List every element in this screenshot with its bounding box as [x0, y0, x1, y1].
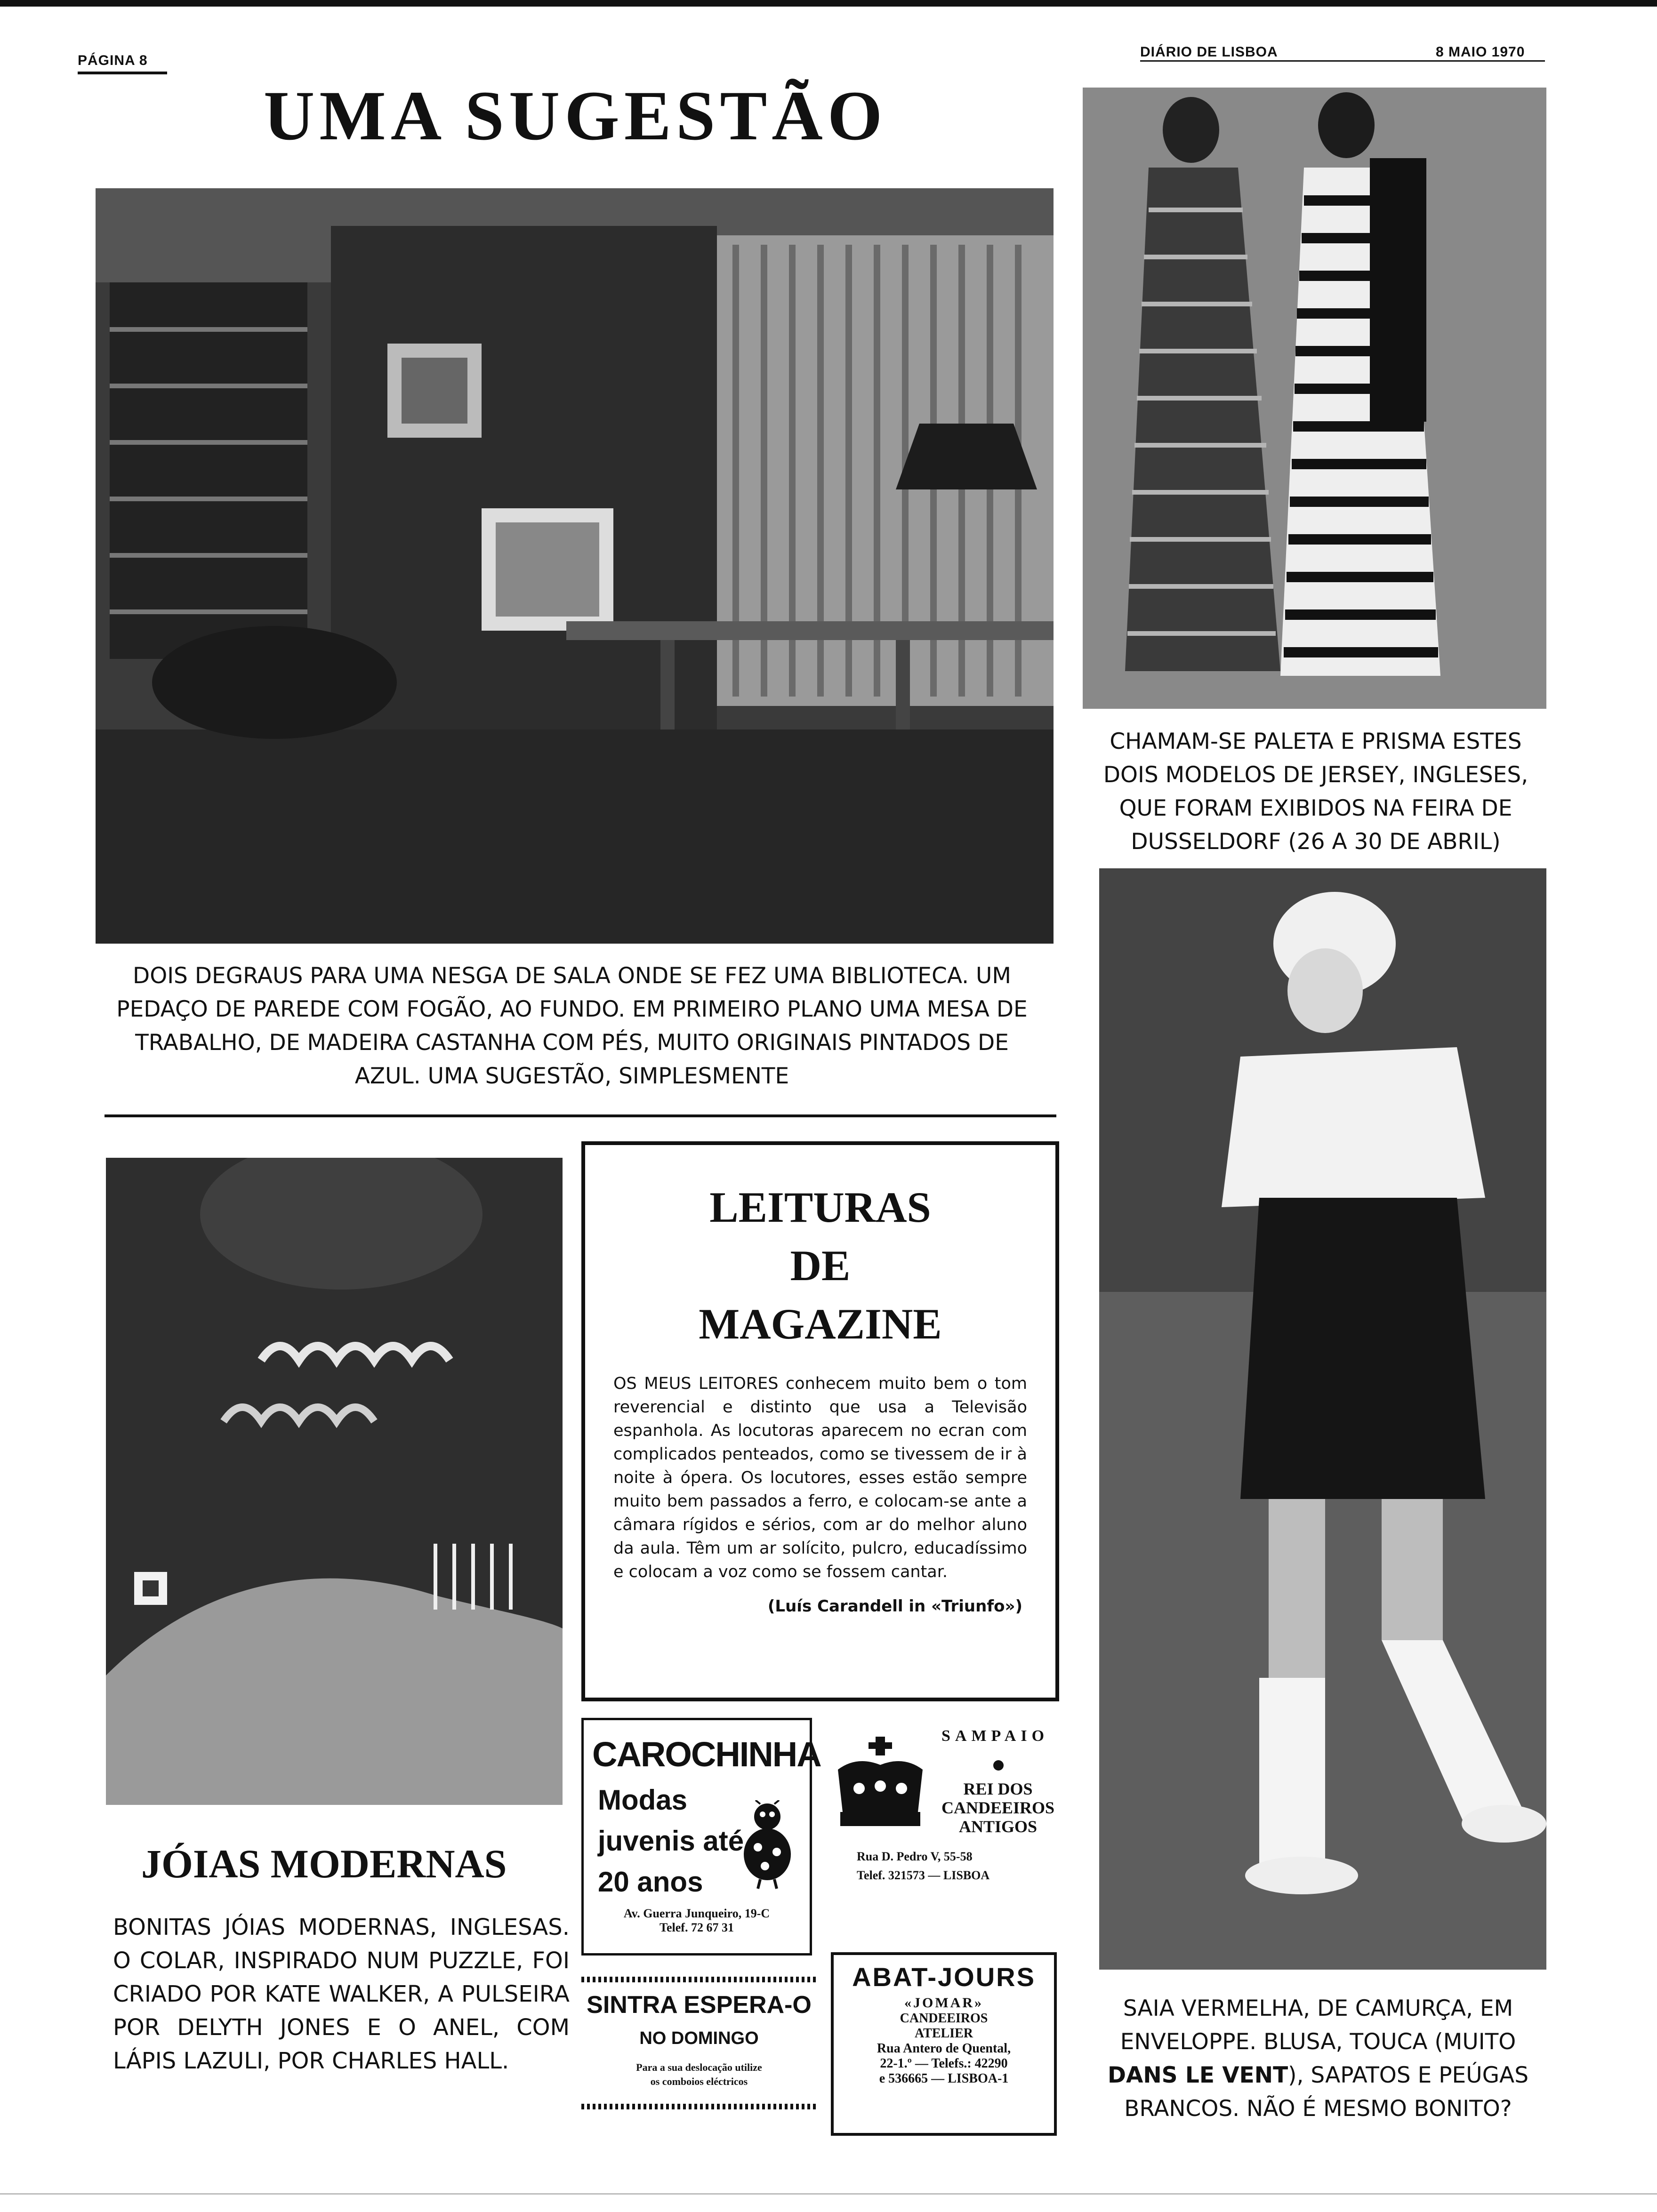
leituras-title: LEITURAS DE MAGAZINE: [699, 1183, 942, 1348]
page-headline: UMA SUGESTÃO: [264, 77, 887, 155]
sintra-bottom-border: [581, 2104, 817, 2109]
sampaio-name: SAMPAIO: [941, 1727, 1049, 1745]
jewellery-text: BONITAS JÓIAS MODERNAS, INGLESAS. O COLAR, INSPIRADO NUM PUZZLE, FOI CRIADO POR KATE WALKER, A PULSEIRA POR DELYTH JONES E O ANEL, COM LÁPIS LAZULI, POR CHARLES HALL.: [113, 1914, 570, 2074]
living-room-photo: [96, 188, 1054, 944]
issue-date: 8 MAIO 1970: [1436, 44, 1525, 60]
sintra-line-2: os comboios eléctricos: [650, 2076, 748, 2087]
suede-skirt-photo: [1099, 868, 1546, 1970]
sintra-line-1: Para a sua deslocação utilize: [636, 2061, 762, 2073]
jewellery-heading: JÓIAS MODERNAS: [141, 1841, 507, 1886]
abat-jours-brand: «JOMAR»: [904, 1995, 983, 2011]
jewellery-photo: [106, 1158, 563, 1805]
skirt-caption-emphasis: DANS LE VENT: [1107, 2062, 1288, 2088]
leituras-magazine-box: [581, 1141, 1059, 1701]
ladybird-mascot-icon: [739, 1800, 796, 1890]
carochinha-address: Av. Guerra Junqueiro, 19-C: [623, 1907, 770, 1920]
sintra-top-border: [581, 1977, 817, 1982]
abat-jours-ad: [831, 1952, 1057, 2136]
bottom-border-rule: [0, 2193, 1657, 2195]
jersey-models-photo: [1083, 88, 1546, 709]
leituras-credit: (Luís Carandell in «Triunfo»): [767, 1597, 1022, 1616]
sampaio-ad: [828, 1718, 1064, 1887]
carochinha-line-1: Modas: [598, 1784, 688, 1816]
carochinha-line-3: 20 anos: [598, 1866, 703, 1898]
top-border-rule: [0, 0, 1657, 7]
abat-jours-line-3: Rua Antero de Quental,: [877, 2041, 1011, 2056]
page-number: PÁGINA 8: [78, 53, 148, 68]
abat-jours-title: ABAT-JOURS: [852, 1962, 1036, 1992]
leituras-lead: OS MEUS LEITORES: [613, 1374, 779, 1393]
sintra-ad: [581, 1977, 817, 2132]
page-number-underline: [78, 72, 167, 74]
leituras-body: conhecem muito bem o tom reverencial e distinto que usa a Televisão espanhola. As locutoras aparecem no ecran com complicados penteados, como se tivessem de ir à noite à ópera. Os locutores, esses estão sempre muito bem passados a ferro, e colocam-se ante a câmara rígidos e sérios, com ar do melhor aluno da aula. Têm um ar solícito, pulcro, educadíssimo e colocam a voz como se fossem cantar.: [613, 1374, 1027, 1581]
skirt-caption-part-1: SAIA VERMELHA, DE CAMURÇA, EM ENVELOPPE. BLUSA, TOUCA (MUITO: [1120, 1996, 1516, 2055]
sintra-subtitle: NO DOMINGO: [639, 2028, 759, 2048]
sampaio-tag-1: REI DOS: [963, 1779, 1033, 1798]
carochinha-ad: [581, 1718, 821, 1956]
suede-skirt-caption: [1083, 1992, 1553, 2125]
abat-jours-line-5: e 536665 — LISBOA-1: [879, 2071, 1009, 2086]
carochinha-name: CAROCHINHA: [592, 1735, 821, 1774]
section-divider: [105, 1114, 1056, 1117]
crown-icon: [833, 1737, 927, 1831]
sampaio-tag-3: ANTIGOS: [958, 1817, 1038, 1836]
abat-jours-line-1: CANDEEIROS: [900, 2011, 988, 2026]
skirt-caption-part-2: ), SAPATOS E PEÚGAS BRANCOS. NÃO É MESMO BONITO?: [1124, 2062, 1529, 2122]
leituras-text: [613, 1372, 1027, 1584]
sampaio-bullet: [993, 1760, 1004, 1771]
sintra-title: SINTRA ESPERA-O: [587, 1991, 812, 2019]
header-underline: [1140, 60, 1545, 62]
carochinha-phone: Telef. 72 67 31: [660, 1921, 734, 1934]
sampaio-tag-2: CANDEEIROS: [941, 1798, 1055, 1817]
carochinha-line-2: juvenis até: [598, 1825, 744, 1857]
abat-jours-line-2: ATELIER: [915, 2026, 973, 2041]
living-room-caption: DOIS DEGRAUS PARA UMA NESGA DE SALA ONDE SE FEZ UMA BIBLIOTECA. UM PEDAÇO DE PAREDE COM FOGÃO, AO FUNDO. EM PRIMEIRO PLANO UMA MESA DE TRABALHO, DE MADEIRA CASTANHA COM PÉS, MUITO ORIGINAIS PINTADOS DE AZUL. UMA SUGESTÃO, SIMPLESMENTE: [116, 963, 1028, 1089]
newspaper-name: DIÁRIO DE LISBOA: [1140, 44, 1278, 60]
jersey-models-caption: CHAMAM-SE PALETA E PRISMA ESTES DOIS MODELOS DE JERSEY, INGLESES, QUE FORAM EXIBIDOS NA FEIRA DE DUSSELDORF (26 A 30 DE ABRIL): [1103, 729, 1528, 855]
abat-jours-line-4: 22-1.º — Telefs.: 42290: [880, 2056, 1008, 2071]
sampaio-phone: Telef. 321573 — LISBOA: [857, 1868, 990, 1882]
sampaio-address: Rua D. Pedro V, 55-58: [857, 1850, 973, 1863]
